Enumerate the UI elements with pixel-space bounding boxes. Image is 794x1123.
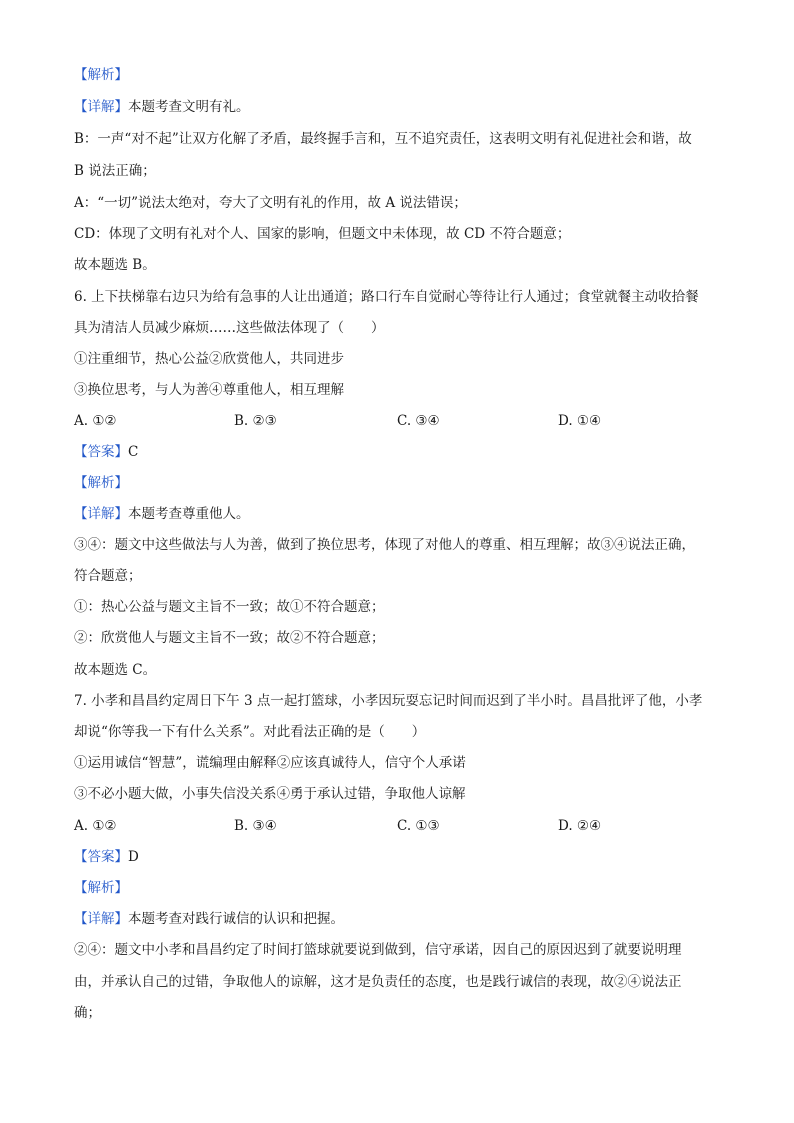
- analysis-tag: [74, 879, 128, 897]
- text-line: ③④：题文中这些做法与人为善，做到了换位思考，体现了对他人的尊重、相互理解；故③④说法正确，: [74, 537, 695, 553]
- text-line: 故本题选 B。: [74, 257, 156, 273]
- text-line: A：“一切”说法太绝对，夸大了文明有礼的作用，故 A 说法错误；: [74, 195, 467, 211]
- answer-label: 【答案】: [74, 849, 128, 865]
- text-line: 由，并承认自己的过错，争取他人的谅解，这才是负责任的态度，也是践行诚信的表现，故②④说法正: [74, 974, 682, 990]
- detail-line: [74, 98, 250, 116]
- text-line: ①：热心公益与题文主旨不一致；故①不符合题意；: [74, 599, 385, 615]
- text-line: 6. 上下扶梯靠右边只为给有急事的人让出通道；路口行车自觉耐心等待让行人通过；食堂就餐主动收拾餐: [74, 289, 699, 305]
- text-line: B：一声“对不起”让双方化解了矛盾，最终握手言和，互不追究责任，这表明文明有礼促进社会和谐，故: [74, 131, 692, 147]
- text-line: 符合题意；: [74, 568, 142, 584]
- text-line: 却说“你等我一下有什么关系”。对此看法正确的是（ ）: [74, 724, 426, 740]
- analysis-label: 【解析】: [74, 67, 128, 83]
- answer-text: D: [128, 849, 139, 865]
- detail-label: 【详解】: [74, 99, 128, 115]
- answer-line: [74, 848, 139, 866]
- text-line: ③不必小题大做，小事失信没关系④勇于承认过错，争取他人谅解: [74, 786, 466, 802]
- option-item: A. ①②: [74, 413, 117, 429]
- detail-label: 【详解】: [74, 911, 128, 927]
- detail-text: 本题考查尊重他人。: [128, 506, 250, 522]
- analysis-tag: [74, 474, 128, 492]
- analysis-tag: [74, 66, 128, 84]
- detail-label: 【详解】: [74, 506, 128, 522]
- option-item: C. ③④: [397, 413, 440, 429]
- detail-line: [74, 910, 344, 928]
- option-item: C. ①③: [397, 818, 440, 834]
- text-line: ③换位思考，与人为善④尊重他人，相互理解: [74, 382, 344, 398]
- text-line: 7. 小孝和昌昌约定周日下午 3 点一起打篮球，小孝因玩耍忘记时间而迟到了半小时。昌昌批评了他，小孝: [74, 693, 703, 709]
- option-item: D. ②④: [558, 818, 602, 834]
- analysis-label: 【解析】: [74, 475, 128, 491]
- analysis-label: 【解析】: [74, 880, 128, 896]
- answer-line: [74, 443, 138, 461]
- text-line: CD：体现了文明有礼对个人、国家的影响，但题文中未体现，故 CD 不符合题意；: [74, 226, 571, 242]
- text-line: ②：欣赏他人与题文主旨不一致；故②不符合题意；: [74, 630, 385, 646]
- text-line: 故本题选 C。: [74, 662, 157, 678]
- option-item: B. ②③: [234, 413, 277, 429]
- detail-text: 本题考查对践行诚信的认识和把握。: [128, 911, 344, 927]
- option-item: D. ①④: [558, 413, 602, 429]
- detail-text: 本题考查文明有礼。: [128, 99, 250, 115]
- text-line: B 说法正确；: [74, 163, 156, 179]
- text-line: ①注重细节，热心公益②欣赏他人，共同进步: [74, 351, 344, 367]
- text-line: 具为清洁人员减少麻烦……这些做法体现了（ ）: [74, 320, 385, 336]
- text-line: ②④：题文中小孝和昌昌约定了时间打篮球就要说到做到，信守承诺，因自己的原因迟到了就要说明理: [74, 942, 682, 958]
- option-item: A. ①②: [74, 818, 117, 834]
- detail-line: [74, 505, 250, 523]
- text-line: ①运用诚信“智慧”，谎编理由解释②应该真诚待人，信守个人承诺: [74, 755, 466, 771]
- option-item: B. ③④: [234, 818, 277, 834]
- text-line: 确；: [74, 1005, 101, 1021]
- answer-text: C: [128, 444, 139, 460]
- answer-label: 【答案】: [74, 444, 128, 460]
